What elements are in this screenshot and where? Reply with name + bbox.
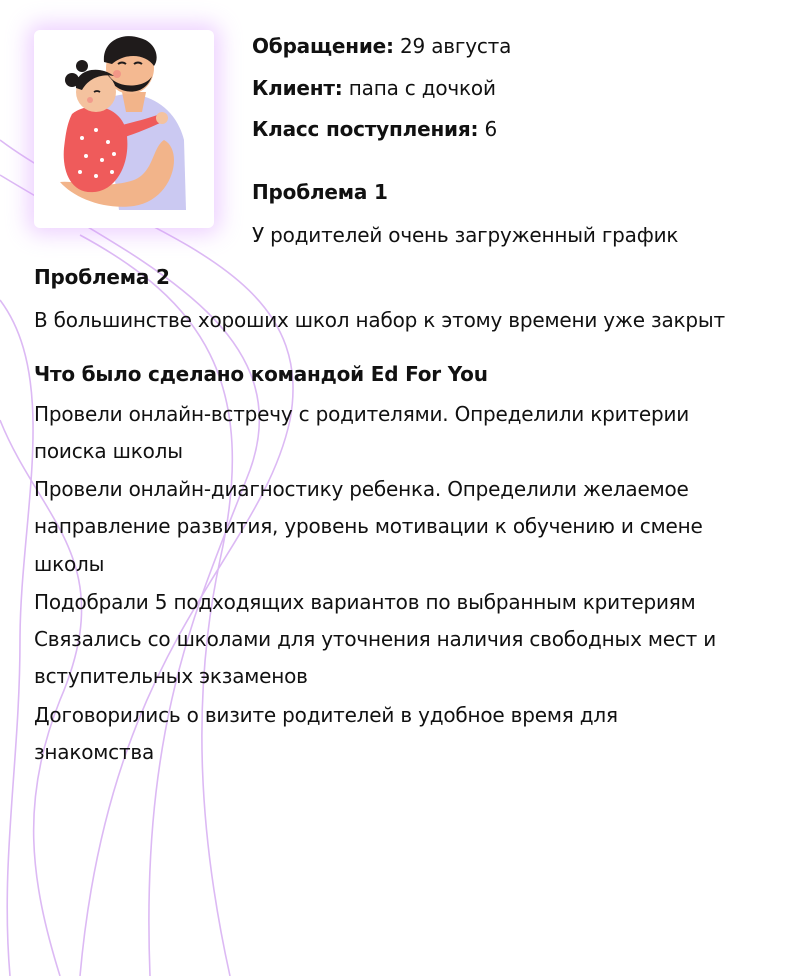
grade-label: Класс поступления: [252,117,479,141]
problem2-heading: Проблема 2 [34,265,170,289]
done-line: Подобрали 5 подходящих вариантов по выбранным критериям [34,590,696,614]
done-line: вступительных экзаменов [34,664,308,688]
client-label: Клиент: [252,76,343,100]
grade-line [252,111,497,148]
client-line [252,70,496,107]
date-value: 29 августа [400,34,512,58]
grade-value: 6 [484,117,498,141]
done-line: школы [34,552,105,576]
done-line: Договорились о визите родителей в удобное время для [34,703,618,727]
done-line: Провели онлайн-диагностику ребенка. Определили желаемое [34,477,689,501]
done-line: знакомства [34,740,155,764]
done-line: направление развития, уровень мотивации к обучению и смене [34,514,703,538]
problem1-text: У родителей очень загруженный график [252,223,679,247]
done-line: Связались со школами для уточнения наличия свободных мест и [34,627,717,651]
done-line: Провели онлайн-встречу с родителями. Определили критерии [34,402,690,426]
problem1-heading: Проблема 1 [252,180,388,204]
date-line [252,28,511,65]
client-value: папа с дочкой [348,76,496,100]
illustration-card [34,30,214,228]
date-label: Обращение: [252,34,394,58]
done-line: поиска школы [34,439,183,463]
problem2-text: В большинстве хороших школ набор к этому времени уже закрыт [34,308,725,332]
done-heading: Что было сделано командой Ed For You [34,362,488,386]
father-daughter-hug-icon [34,30,214,228]
